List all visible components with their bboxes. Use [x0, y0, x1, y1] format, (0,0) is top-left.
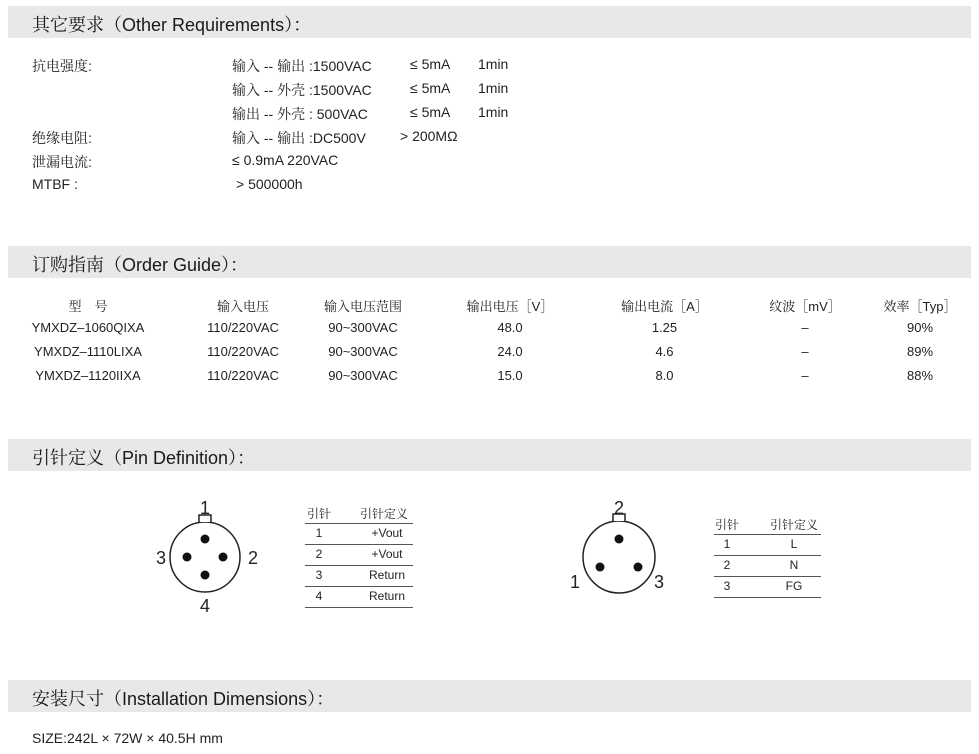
order-row-1-range: 90~300VAC — [328, 320, 398, 335]
connector-1-pin-table — [305, 502, 413, 608]
table-row — [305, 586, 413, 608]
connector-2-row-3-pin: 3 — [723, 579, 731, 593]
order-row-1-vout: 48.0 — [497, 320, 523, 335]
order-header-model: 型 号 — [68, 299, 108, 314]
connector-1-body — [170, 522, 240, 592]
order-row-2-range: 90~300VAC — [328, 344, 398, 359]
leakage-label: 泄漏电流: — [32, 154, 92, 170]
order-row-3-ripple: – — [801, 368, 809, 383]
order-row-2-ripple: – — [801, 344, 809, 359]
insulation-value-b: > 200MΩ — [400, 128, 458, 144]
connector-1-row-1-pin: 1 — [315, 526, 323, 540]
order-header-efficiency: 效率［Typ］ — [883, 299, 957, 314]
connector-2-pin-3 — [634, 563, 643, 572]
connector-1-row-2-def: +Vout — [371, 547, 403, 561]
connector-1-row-4-pin: 4 — [315, 589, 323, 603]
connector-2-row-1-def: L — [790, 537, 798, 551]
order-row-3-vout: 15.0 — [497, 368, 523, 383]
table-row — [714, 555, 821, 577]
section-title-install: 安装尺寸（Installation Dimensions）： — [32, 689, 335, 709]
table-row — [714, 534, 821, 556]
connector-1-label-top: 1 — [200, 498, 211, 518]
connector-2-pin-1 — [596, 563, 605, 572]
pin-definition-header — [8, 439, 971, 471]
order-row-3-efficiency: 88% — [906, 368, 934, 383]
insulation-value-a: 输入 -- 输出 :DC500V — [232, 130, 366, 146]
table-row — [714, 576, 821, 598]
connector-2-row-2-pin: 2 — [723, 558, 731, 572]
dielectric-row-1-c: 1min — [478, 56, 509, 72]
order-row-1-iout: 1.25 — [651, 320, 678, 335]
order-row-1-input: 110/220VAC — [207, 320, 279, 335]
order-row-3-iout: 8.0 — [655, 368, 674, 383]
table-row — [305, 565, 413, 587]
connector-1-row-3-def: Return — [368, 568, 406, 582]
connector-1-label-left: 3 — [156, 548, 167, 568]
dielectric-row-3-c: 1min — [478, 104, 509, 120]
connector-2-body — [583, 521, 655, 593]
order-row-2-iout: 4.6 — [655, 344, 674, 359]
connector-2-row-1-pin: 1 — [723, 537, 731, 551]
order-row-2-efficiency: 89% — [906, 344, 934, 359]
order-header-ripple: 纹波［mV］ — [769, 299, 841, 314]
insulation-label: 绝缘电阻: — [32, 130, 92, 146]
order-row-1-model: YMXDZ–1060QIXA — [31, 320, 145, 335]
dielectric-row-1-a: 输入 -- 输出 :1500VAC — [232, 58, 372, 74]
connector-1-header-pin: 引针 — [306, 507, 331, 521]
connector-1-label-bottom: 4 — [200, 596, 211, 616]
connector-1-pin-4 — [201, 571, 210, 580]
section-title-other: 其它要求（Other Requirements）： — [32, 15, 312, 35]
connector-1-label-right: 2 — [248, 548, 259, 568]
connector-2-row-2-def: N — [789, 558, 799, 572]
installation-header — [8, 680, 971, 712]
order-row-3-range: 90~300VAC — [328, 368, 398, 383]
connector-1-row-3-pin: 3 — [315, 568, 323, 582]
order-header-output-voltage: 输出电压［V］ — [466, 299, 554, 314]
dielectric-row-2-b: ≤ 5mA — [410, 80, 451, 96]
leakage-value: ≤ 0.9mA 220VAC — [232, 152, 339, 168]
dielectric-row-2-a: 输入 -- 外壳 :1500VAC — [232, 82, 372, 98]
dielectric-row-1-b: ≤ 5mA — [410, 56, 451, 72]
connector-1-header-definition: 引针定义 — [359, 507, 408, 521]
dielectric-row-3-b: ≤ 5mA — [410, 104, 451, 120]
connector-1-row-1-def: +Vout — [371, 526, 403, 540]
connector-2-label-right: 3 — [654, 572, 665, 592]
mtbf-value: > 500000h — [236, 176, 303, 192]
order-header-output-current: 输出电流［A］ — [621, 299, 708, 314]
order-row-1-ripple: – — [801, 320, 809, 335]
order-header-input-voltage: 输入电压 — [216, 299, 269, 314]
table-row — [305, 544, 413, 566]
connector-1-pin-2 — [219, 553, 228, 562]
connector-1-pin-3 — [183, 553, 192, 562]
dielectric-label: 抗电强度: — [32, 58, 92, 74]
order-row-2-vout: 24.0 — [497, 344, 523, 359]
connector-2-row-3-def: FG — [785, 579, 803, 593]
connector-2-label-top: 2 — [614, 498, 625, 518]
order-guide-header — [8, 246, 971, 278]
connector-1-table-header — [305, 502, 413, 524]
section-title-order: 订购指南（Order Guide）： — [32, 255, 249, 275]
dielectric-row-3-a: 输出 -- 外壳 : 500VAC — [232, 106, 368, 122]
connector-1-row-4-def: Return — [368, 589, 406, 603]
order-row-3-input: 110/220VAC — [207, 368, 279, 383]
connector-2-table-header — [714, 513, 821, 535]
order-header-input-range: 输入电压范围 — [323, 299, 402, 314]
connector-1-pin-1 — [201, 535, 210, 544]
section-title-pins: 引针定义（Pin Definition）： — [32, 448, 256, 468]
connector-2-header-pin: 引针 — [714, 518, 739, 532]
connector-1-row-2-pin: 2 — [315, 547, 323, 561]
connector-2-label-left: 1 — [570, 572, 581, 592]
other-requirements-header — [8, 6, 971, 38]
mtbf-label: MTBF : — [32, 176, 78, 192]
order-row-2-model: YMXDZ–1110LIXA — [34, 344, 142, 359]
connector-2-header-definition: 引针定义 — [769, 518, 818, 532]
order-row-2-input: 110/220VAC — [207, 344, 279, 359]
table-row — [305, 523, 413, 545]
order-row-3-model: YMXDZ–1120IIXA — [35, 368, 141, 383]
connector-2-pin-table — [714, 513, 821, 598]
order-row-1-efficiency: 90% — [906, 320, 934, 335]
installation-size: SIZE:242L × 72W × 40.5H mm — [32, 730, 223, 746]
connector-2-pin-2 — [615, 535, 624, 544]
dielectric-row-2-c: 1min — [478, 80, 509, 96]
